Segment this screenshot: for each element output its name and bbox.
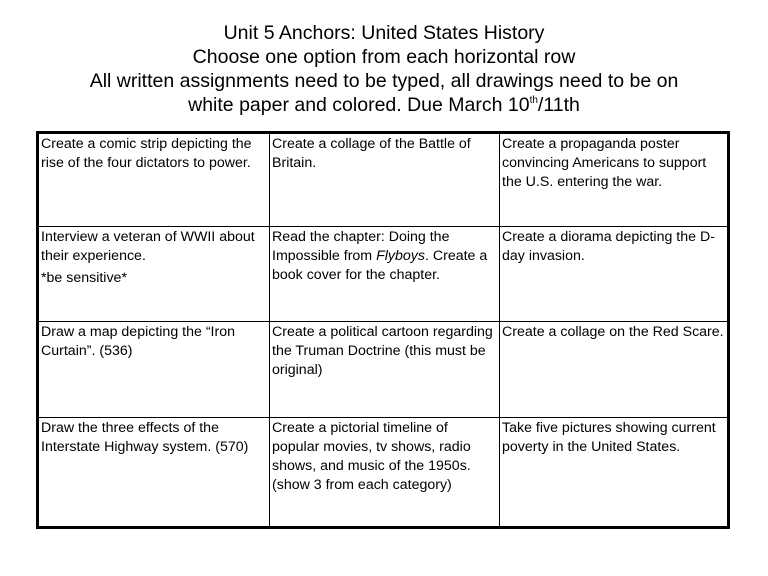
cell-row4-col3: Take five pictures showing current poverty in the United States. — [502, 420, 716, 455]
choice-board-table — [36, 131, 730, 529]
cell-row4-col1: Draw the three effects of the Interstate Highway system. (570) — [39, 418, 270, 526]
due-date-text: white paper and colored. Due March 10 — [188, 94, 530, 116]
header-instructions: Choose one option from each horizontal row — [192, 46, 576, 68]
header-due-date — [0, 93, 768, 117]
cell-row3-col3: Create a collage on the Red Scare. — [500, 322, 727, 418]
cell-row2-col3: Create a diorama depicting the D-day invasion. — [500, 227, 727, 322]
cell-row3-col2: Create a political cartoon regarding the Truman Doctrine (this must be original) — [270, 322, 500, 418]
cell-row2-col1 — [39, 227, 270, 322]
book-title: Flyboys — [376, 248, 425, 264]
cell-row2-col2-text-end: . Create a book cover for the chapter. — [272, 248, 488, 283]
due-date-ordinal: th — [529, 95, 538, 106]
header-title: Unit 5 Anchors: United States History — [223, 22, 545, 44]
cell-row1-col1: Create a comic strip depicting the rise of the four dictators to power. — [39, 134, 270, 227]
cell-row2-col2 — [270, 227, 500, 322]
cell-row2-col1-note: *be sensitive* — [41, 270, 127, 286]
header-requirements: All written assignments need to be typed, all drawings need to be on — [89, 70, 679, 92]
cell-row3-col1: Draw a map depicting the “Iron Curtain”. (536) — [39, 322, 270, 418]
document-header — [0, 21, 768, 117]
cell-row2-col2-text: Read the chapter: Doing the Impossible from — [272, 229, 450, 264]
cell-row4-col2: Create a pictorial timeline of popular movies, tv shows, radio shows, and music of the 1950s. (show 3 from each category) — [270, 418, 500, 526]
cell-row1-col3: Create a propaganda poster convincing Americans to support the U.S. entering the war. — [500, 134, 727, 227]
cell-row1-col2: Create a collage of the Battle of Britain. — [270, 134, 500, 227]
due-date-suffix: /11th — [537, 94, 580, 116]
cell-row2-col1-text: Interview a veteran of WWII about their experience. — [41, 229, 255, 264]
